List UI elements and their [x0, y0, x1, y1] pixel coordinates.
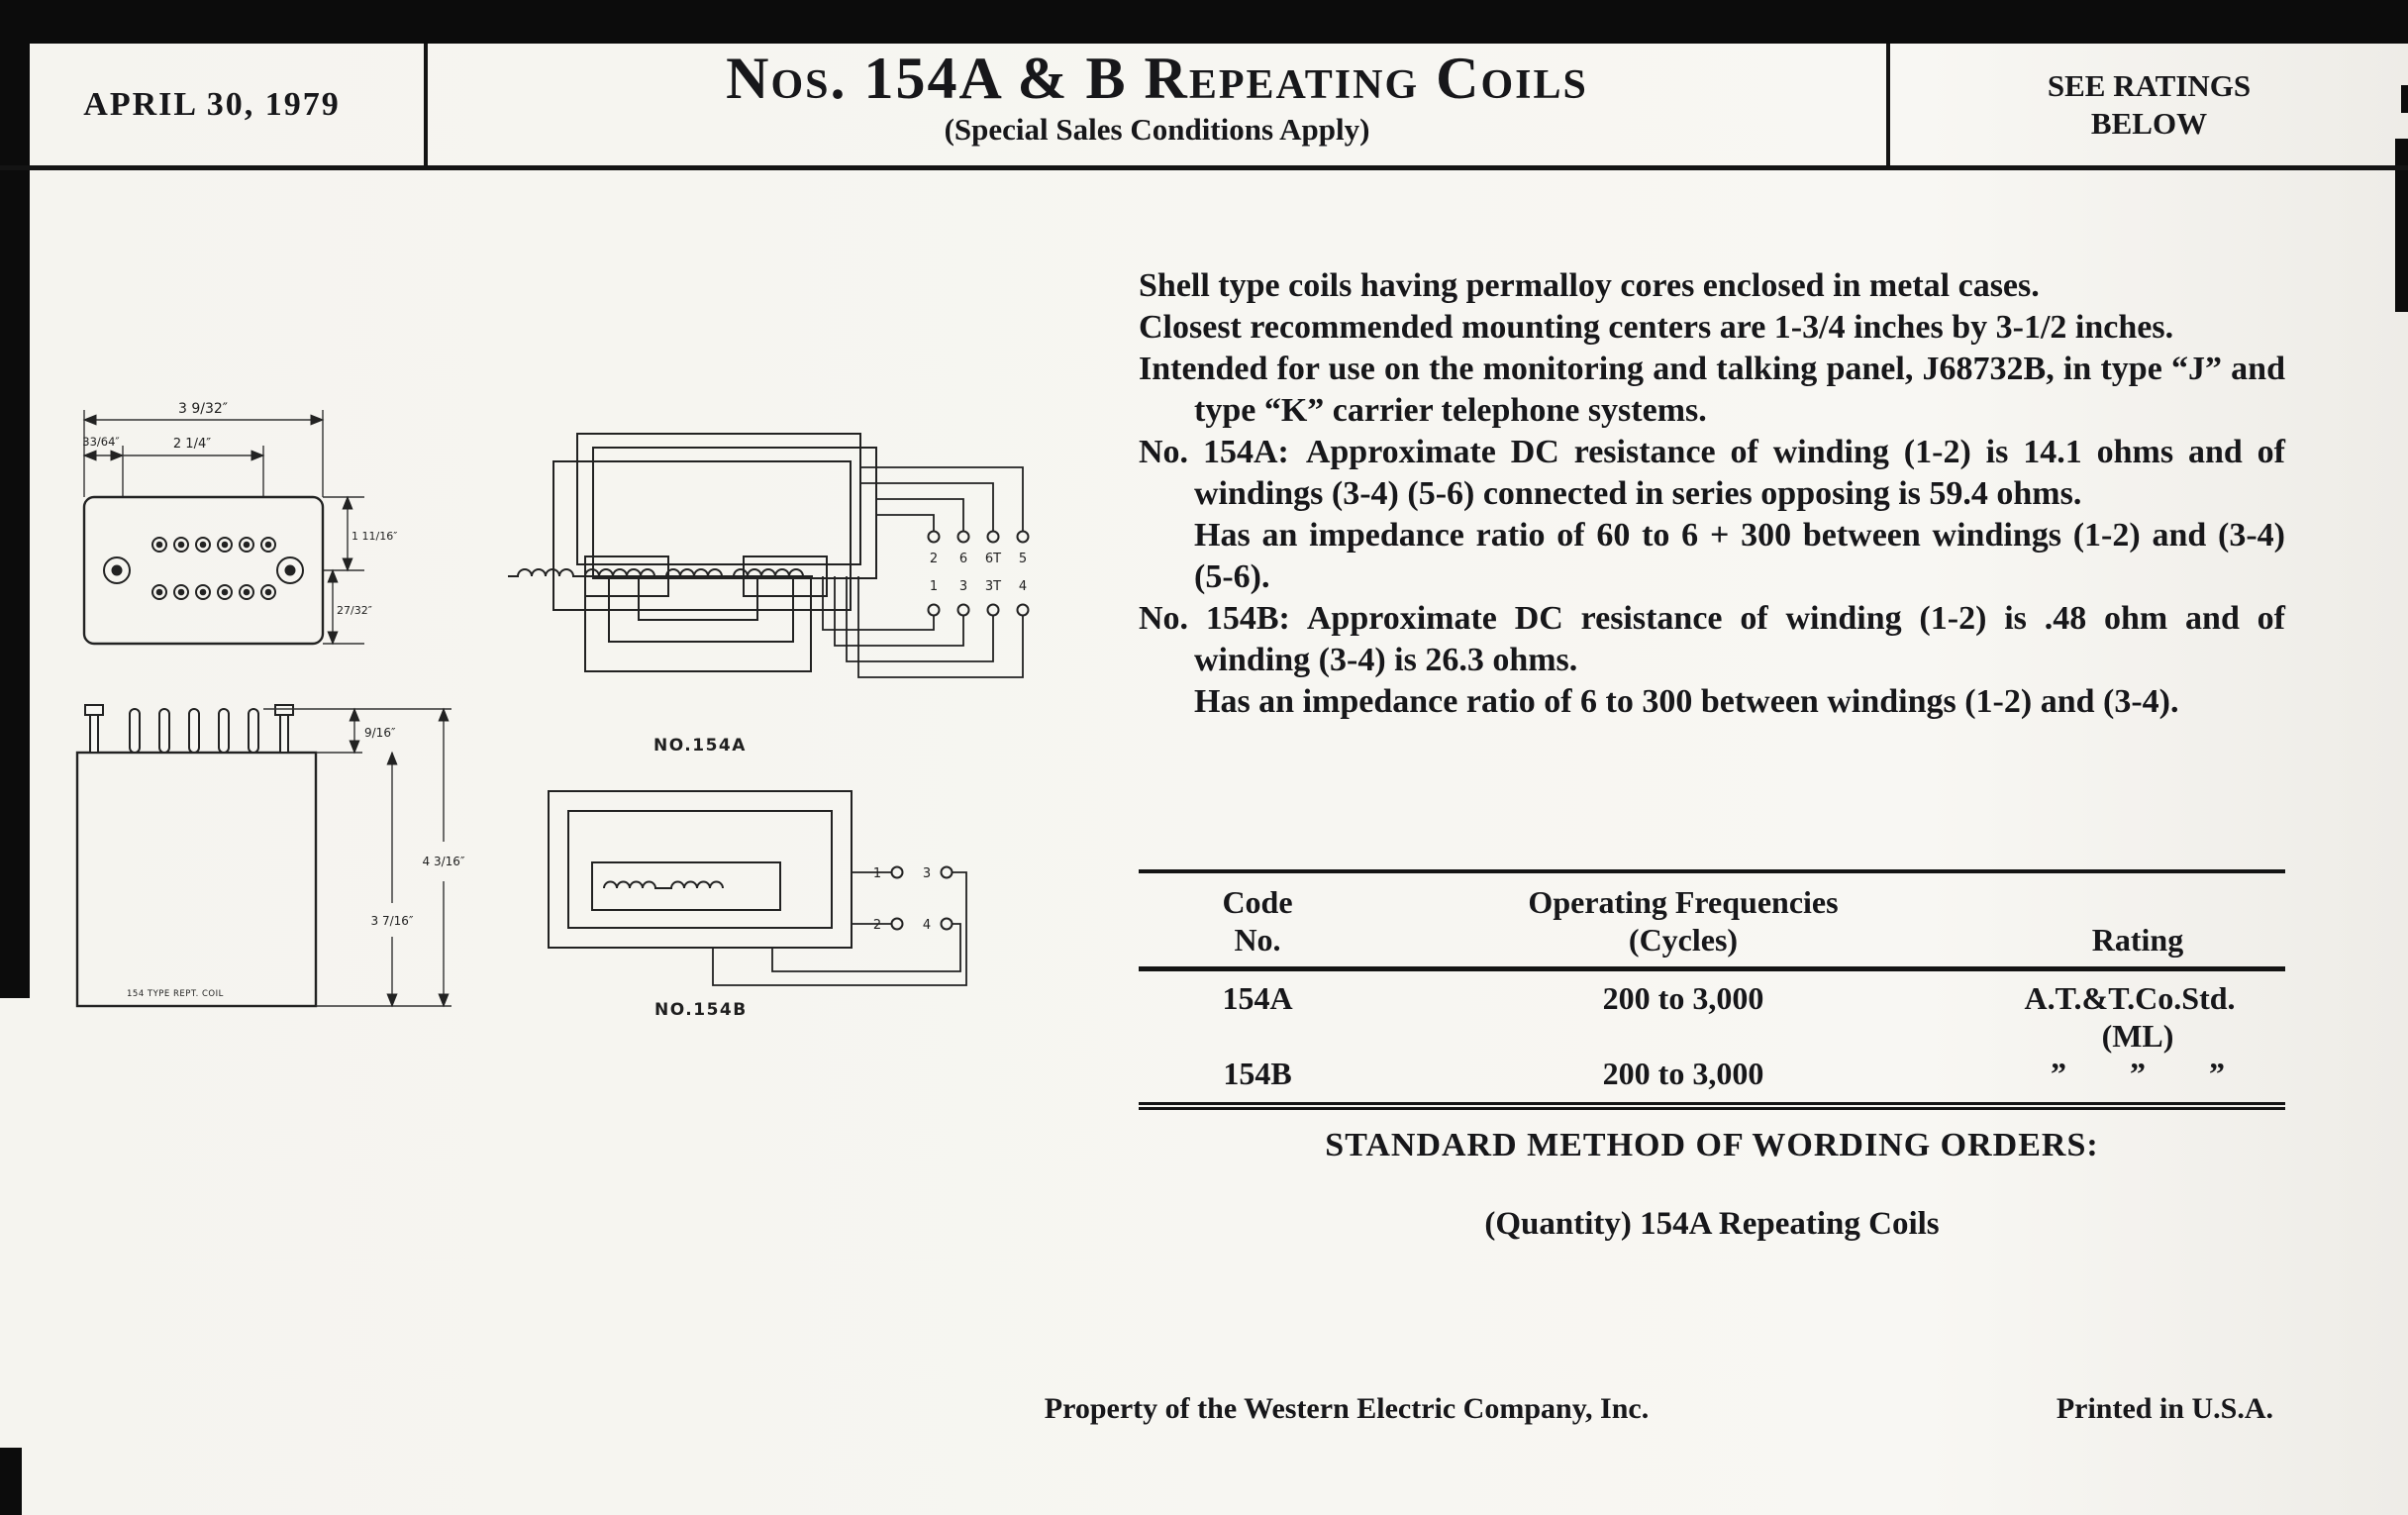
coil-case-outline [77, 753, 316, 1006]
property-notice: Property of the Western Electric Company, Inc. [1044, 1392, 1650, 1425]
title-block [424, 44, 1890, 165]
ordering-heading: STANDARD METHOD OF WORDING ORDERS: [1325, 1127, 2099, 1163]
col-header-frequencies [1376, 883, 1990, 959]
side-view-caption: 154 TYPE REPT. COIL [127, 989, 224, 999]
dim-center-label: 2 1/4″ [172, 437, 212, 452]
terminal-label: 4 [922, 918, 932, 933]
cell-rating: ” ” ” [2051, 1056, 2225, 1091]
ratings-table-header [1139, 869, 2285, 971]
printed-in-notice: Printed in U.S.A. [2056, 1392, 2273, 1425]
col-header-freq-line2: (Cycles) [1628, 922, 1739, 958]
terminal-label: 3 [958, 579, 968, 594]
front-view-diagram [65, 398, 402, 660]
date-text: APRIL 30, 1979 [83, 85, 341, 123]
schematic-154a-caption: NO.154A [653, 736, 747, 756]
ordering-section [1139, 1127, 2285, 1243]
ratings-table [1139, 869, 2285, 1110]
ratings-table-body [1139, 971, 2285, 1110]
mounting-screws [104, 557, 303, 583]
terminal-label: 3T [984, 579, 1002, 594]
schematic-154a-drawing [490, 428, 1064, 759]
cell-code: 154A [1222, 980, 1293, 1016]
terminal-label: 6T [984, 552, 1002, 566]
col-header-code [1139, 883, 1376, 959]
schematic-154b-drawing [535, 777, 975, 1025]
dim-case-label: 3 7/16″ [370, 914, 414, 928]
side-view-diagram [65, 691, 471, 1038]
ratings-note-line2: BELOW [2090, 105, 2208, 141]
schematic-154a-diagram [490, 428, 1064, 759]
terminal-circles [929, 532, 1029, 616]
cell-code: 154B [1223, 1056, 1292, 1091]
terminal-label: 2 [929, 552, 939, 566]
paragraph-mounting-centers: Closest recommended mounting centers are 1-3/4 inches by 3-1/2 inches. [1139, 309, 2174, 346]
description [1139, 265, 2285, 723]
wiring-loops [549, 791, 852, 948]
terminal-label: 2 [872, 918, 882, 933]
table-row-154b [1139, 1055, 2285, 1092]
terminal-leads [823, 467, 1023, 677]
cell-frequencies: 200 to 3,000 [1602, 980, 1764, 1016]
col-header-freq-line1: Operating Frequencies [1528, 884, 1839, 920]
side-view-drawing [65, 691, 471, 1038]
front-view-drawing [65, 398, 402, 660]
col-header-code-line1: Code [1222, 884, 1293, 920]
dim-lower-label: 27/32″ [337, 604, 372, 617]
terminal-label: 3 [922, 866, 932, 881]
terminal-label: 6 [958, 552, 968, 566]
paragraph-154a-impedance: Has an impedance ratio of 60 to 6 + 300 between windings (1-2) and (3-4) (5-6). [1194, 517, 2285, 595]
cell-rating: A.T.&T.Co.Std. (ML) [2024, 980, 2252, 1054]
header [0, 44, 2408, 170]
terminal-label: 4 [1018, 579, 1028, 594]
terminal-circles [152, 538, 275, 599]
document-date [0, 44, 424, 165]
terminal-pins [85, 705, 293, 753]
dim-height-label: 1 11/16″ [351, 530, 398, 543]
ratings-note [1890, 44, 2408, 165]
dim-terminal-label: 9/16″ [364, 726, 396, 740]
dim-overall-label: 4 3/16″ [422, 855, 465, 868]
schematic-154b-diagram [535, 777, 975, 1025]
cell-frequencies: 200 to 3,000 [1602, 1056, 1764, 1091]
paragraph-shell-type: Shell type coils having permalloy cores enclosed in metal cases. [1139, 267, 2040, 304]
scan-mark-bottom-left [0, 1448, 22, 1515]
page-subtitle: (Special Sales Conditions Apply) [944, 112, 1370, 147]
paragraph-154a-resistance: No. 154A: Approximate DC resistance of winding (1-2) is 14.1 ohms and of windings (3-4) (5-6) connected in series opposing is 59.4 ohms. [1139, 434, 2285, 512]
scan-border-top [0, 0, 2408, 44]
paragraph-154b-impedance: Has an impedance ratio of 6 to 300 between windings (1-2) and (3-4). [1194, 683, 2179, 720]
wiring-loops [553, 434, 876, 671]
col-header-rating: Rating [2091, 922, 2184, 958]
ordering-example: (Quantity) 154A Repeating Coils [1484, 1206, 1940, 1242]
paragraph-intended-use: Intended for use on the monitoring and talking panel, J68732B, in type “J” and type “K” carrier telephone systems. [1139, 351, 2285, 429]
schematic-154b-caption: NO.154B [654, 1000, 748, 1020]
terminal-label: 1 [872, 866, 882, 881]
paragraph-154b-resistance: No. 154B: Approximate DC resistance of winding (1-2) is .48 ohm and of winding (3-4) is 26.3 ohms. [1139, 600, 2285, 678]
page-title: Nos. 154A & B Repeating Coils [726, 46, 1588, 111]
ratings-note-line1: SEE RATINGS [2047, 67, 2252, 103]
terminal-label: 5 [1018, 552, 1028, 566]
table-row-154a [1139, 979, 2285, 1055]
dim-overall-width-label: 3 9/32″ [177, 401, 229, 417]
col-header-code-line2: No. [1234, 922, 1281, 958]
terminal-label: 1 [929, 579, 939, 594]
coil-winding [604, 882, 723, 889]
dim-offset-label: 33/64″ [82, 435, 120, 449]
